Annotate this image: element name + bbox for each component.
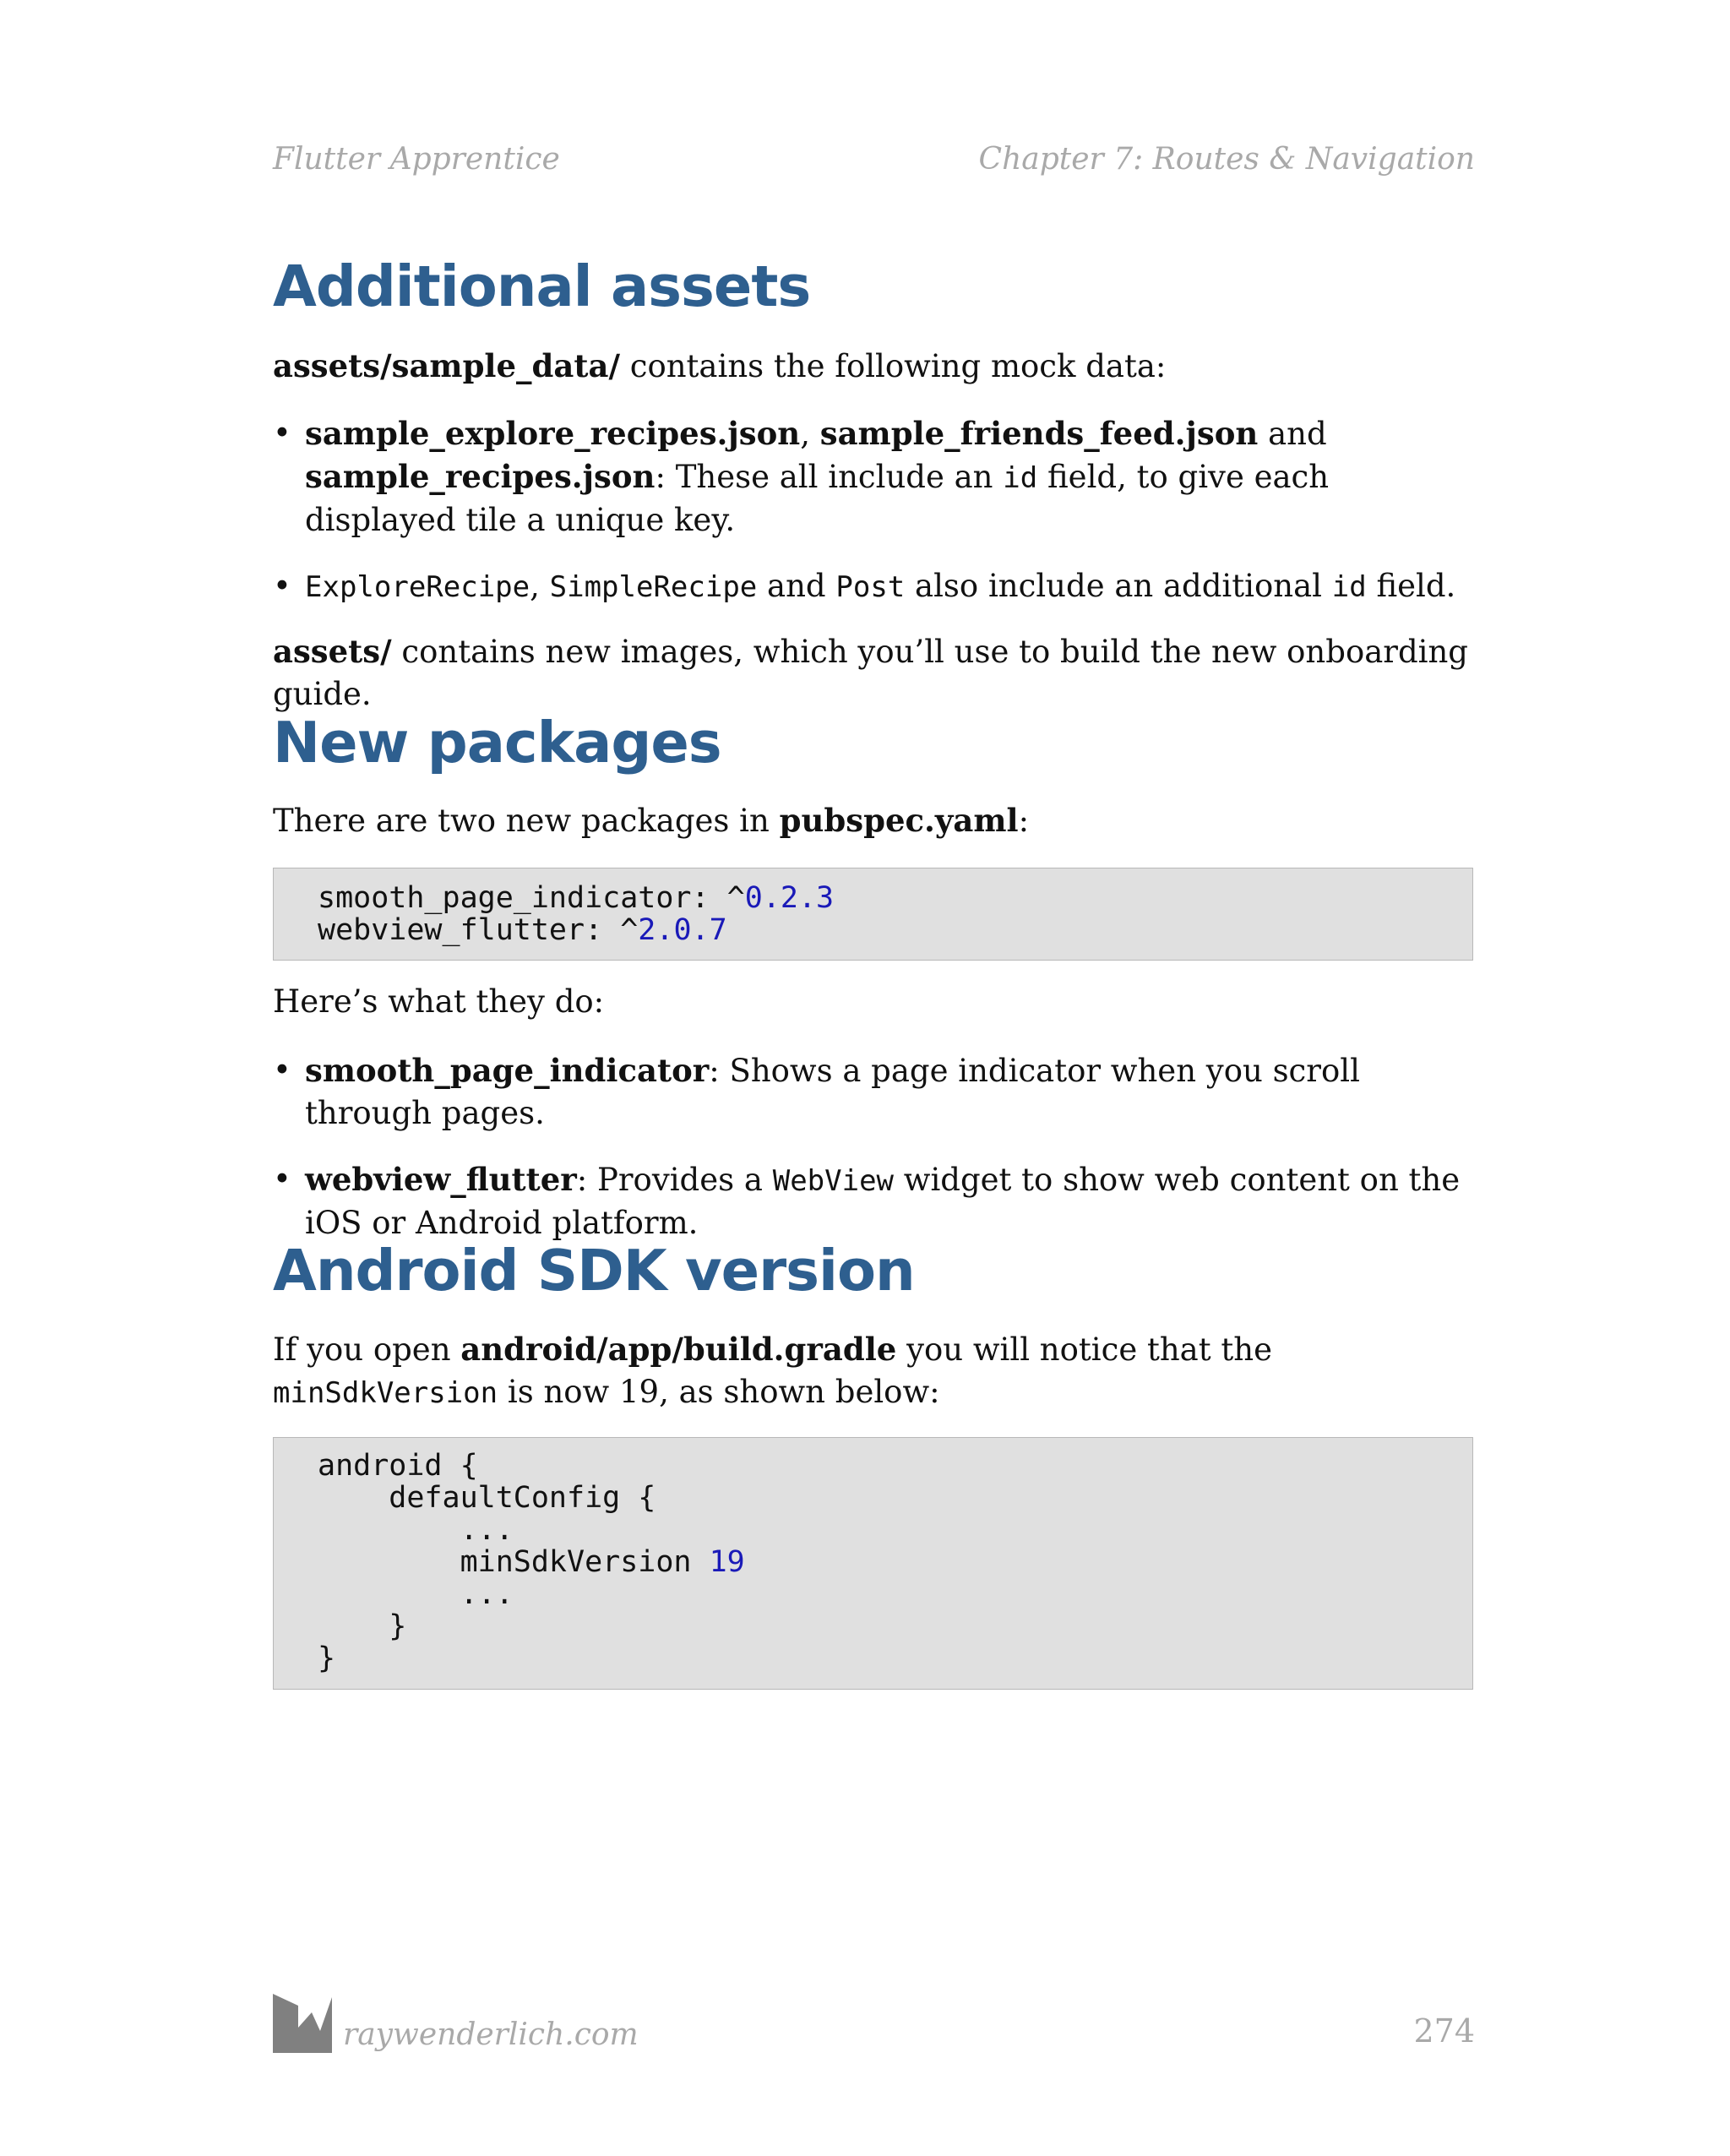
- code-line: webview_flutter: ^2.0.7: [318, 913, 727, 947]
- code-line: ...: [318, 1577, 514, 1611]
- packages-intro-paragraph: There are two new packages in pubspec.yaml:: [273, 802, 1030, 839]
- running-header: [273, 142, 1475, 186]
- heading-android-sdk: Android SDK version: [273, 1238, 915, 1304]
- page-number: 274: [1413, 2012, 1475, 2050]
- packages-list: [273, 1049, 1475, 1244]
- pubspec-code-block: [273, 868, 1473, 961]
- assets-outro-paragraph: assets/ contains new images, which you’ll use to build the new onboarding guide.: [273, 633, 1468, 712]
- code-line: minSdkVersion 19: [318, 1545, 745, 1579]
- assets-intro-paragraph: assets/sample_data/ contains the following mock data:: [273, 347, 1167, 384]
- list-item: • sample_explore_recipes.json, sample_friends_feed.json and sample_recipes.json: These all include an id field, to give each displayed tile a unique key.: [273, 412, 1475, 542]
- code-line: defaultConfig {: [318, 1481, 656, 1515]
- assets-path: assets/sample_data/: [273, 347, 620, 384]
- code-line: smooth_page_indicator: ^0.2.3: [318, 881, 835, 915]
- footer-site-link[interactable]: raywenderlich.com: [343, 2017, 639, 2052]
- list-item: • webview_flutter: Provides a WebView widget to show web content on the iOS or Android platform.: [273, 1158, 1475, 1244]
- sdk-paragraph: If you open android/app/build.gradle you will notice that the minSdkVersion is now 19, as shown below:: [273, 1331, 1272, 1410]
- book-title: Flutter Apprentice: [273, 142, 560, 177]
- chapter-title: Chapter 7: Routes & Navigation: [978, 142, 1475, 177]
- heading-additional-assets: Additional assets: [273, 253, 811, 319]
- gradle-code-block: [273, 1437, 1473, 1690]
- list-item: • smooth_page_indicator: Shows a page indicator when you scroll through pages.: [273, 1049, 1475, 1135]
- code-line: }: [318, 1642, 336, 1675]
- heading-new-packages: New packages: [273, 710, 721, 776]
- code-line: android {: [318, 1449, 478, 1483]
- mock-data-list: [273, 412, 1475, 608]
- code-line: ...: [318, 1513, 514, 1547]
- list-item: • ExploreRecipe, SimpleRecipe and Post also include an additional id field.: [273, 565, 1475, 608]
- raywenderlich-logo-icon: [273, 1994, 332, 2053]
- page-footer: [273, 1994, 1475, 2061]
- code-line: }: [318, 1609, 407, 1643]
- what-they-do-paragraph: Here’s what they do:: [273, 983, 605, 1020]
